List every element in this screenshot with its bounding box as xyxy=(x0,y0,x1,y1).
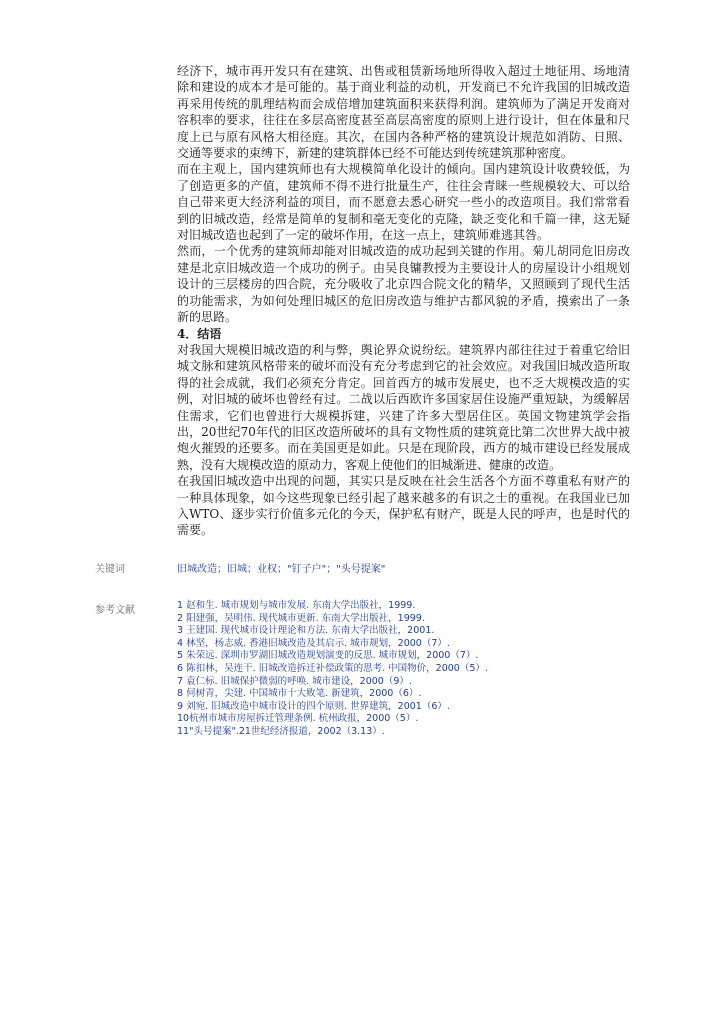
reference-item: 3 王建国. 现代城市设计理论和方法. 东南大学出版社，2001. xyxy=(177,625,435,637)
keywords-label: 关键词 xyxy=(95,564,125,575)
references-list xyxy=(177,600,488,739)
reference-item: 2 阳建强，吴明伟. 现代城市更新. 东南大学出版社，1999. xyxy=(177,612,425,624)
article-body xyxy=(177,63,630,539)
reference-item: 4 林坚，杨志威. 香港旧城改造及其启示. 城市规划，2000（7）. xyxy=(177,637,450,649)
reference-item: 10杭州市城市房屋拆迁管理条例. 杭州政报，2000（5）. xyxy=(177,713,419,725)
reference-item: 7 袁仁标. 旧城保护微弱的呼唤. 城市建设，2000（9）. xyxy=(177,675,412,687)
reference-item: 11"头号提案".21世纪经济报道，2002（3.13）. xyxy=(177,725,385,737)
references-label: 参考文献 xyxy=(95,605,135,616)
body-paragraph: 在我国旧城改造中出现的问题，其实只是反映在社会生活各个方面不尊重私有财产的一种具体现象，如今这些现象已经引起了越来越多的有识之士的重视。在我国业已加入WTO、逐步实行价值多元化的今天，保护私有财产，既是人民的呼声，也是时代的需要。 xyxy=(177,474,630,538)
body-paragraph: 然而，一个优秀的建筑师却能对旧城改造的成功起到关键的作用。菊儿胡同危旧房改建是北京旧城改造一个成功的例子。由吴良镛教授为主要设计人的房屋设计小组规划设计的三层楼房的四合院，充分吸收了北京四合院文化的精华，又照顾到了现代生活的功能需求，为如何处理旧城区的危旧房改造与维护古都风貌的矛盾，摸索出了一条新的思路。 xyxy=(177,244,630,325)
reference-item: 8 何树青，尖建. 中国城市十大败笔. 新建筑，2000（6）. xyxy=(177,688,422,700)
body-paragraph: 而在主观上，国内建筑师也有大规模简单化设计的倾向。国内建筑设计收费较低，为了创造更多的产值，建筑师不得不进行批量生产，往往会青睐一些规模较大、可以给自己带来更大经济利益的项目，而不愿意去悉心研究一些小的改造项目。我们常常看到的旧城改造，经常是简单的复制和毫无变化的克隆，缺乏变化和千篇一律，这无疑对旧城改造也起到了一定的破坏作用，在这一点上，建筑师难逃其咎。 xyxy=(177,162,630,243)
reference-item: 9 刘宛. 旧城改造中城市设计的四个原则. 世界建筑，2001（6）. xyxy=(177,700,450,712)
section-heading: 4．结语 xyxy=(177,326,222,341)
body-paragraph: 对我国大规模旧城改造的利与弊，舆论界众说纷纭。建筑界内部往往过于着重它给旧城文脉和建筑风格带来的破坏而没有充分考虑到它的社会效应。对我国旧城改造所取得的社会成就，我们必须充分肯定。回首西方的城市发展史，也不乏大规模改造的实例，对旧城的破坏也曾经有过。二战以后西欧许多国家居住设施严重短缺，为缓解居住需求，它们也曾进行大规模拆建，兴建了许多大型居住区。英国文物建筑学会指出，20世纪70年代的旧区改造所破坏的具有文物性质的建筑竟比第二次世界大战中被炮火摧毁的还要多。而在美国更是如此。只是在现阶段，西方的城市建设已经发展成熟，没有大规模改造的原动力，客观上使他们的旧城渐进、健康的改造。 xyxy=(177,342,630,472)
reference-item: 6 陈扣林，吴连干. 旧城改造拆迁补偿政策的思考. 中国物价，2000（5）. xyxy=(177,662,488,674)
reference-item: 1 赵和生. 城市规划与城市发展. 东南大学出版社，1999. xyxy=(177,600,416,611)
body-paragraph: 经济下，城市再开发只有在建筑、出售或租赁新场地所得收入超过土地征用、场地清除和建设的成本才是可能的。基于商业利益的动机，开发商已不允许我国的旧城改造再采用传统的肌理结构而会成倍增加建筑面积来获得利润。建筑师为了满足开发商对容积率的要求，往往在多层高密度甚至高层高密度的原则上进行设计，但在体量和尺度上已与原有风格大相径庭。其次，在国内各种严格的建筑设计规范如消防、日照、交通等要求的束缚下，新建的建筑群体已经不可能达到传统建筑那种密度。 xyxy=(177,64,630,161)
keywords-value: 旧城改造；旧城；业权；"钉子户"；"头号提案" xyxy=(177,564,386,575)
reference-item: 5 朱荣远. 深圳市罗湖旧城改造规划演变的反思. 城市规划，2000（7）. xyxy=(177,650,479,662)
